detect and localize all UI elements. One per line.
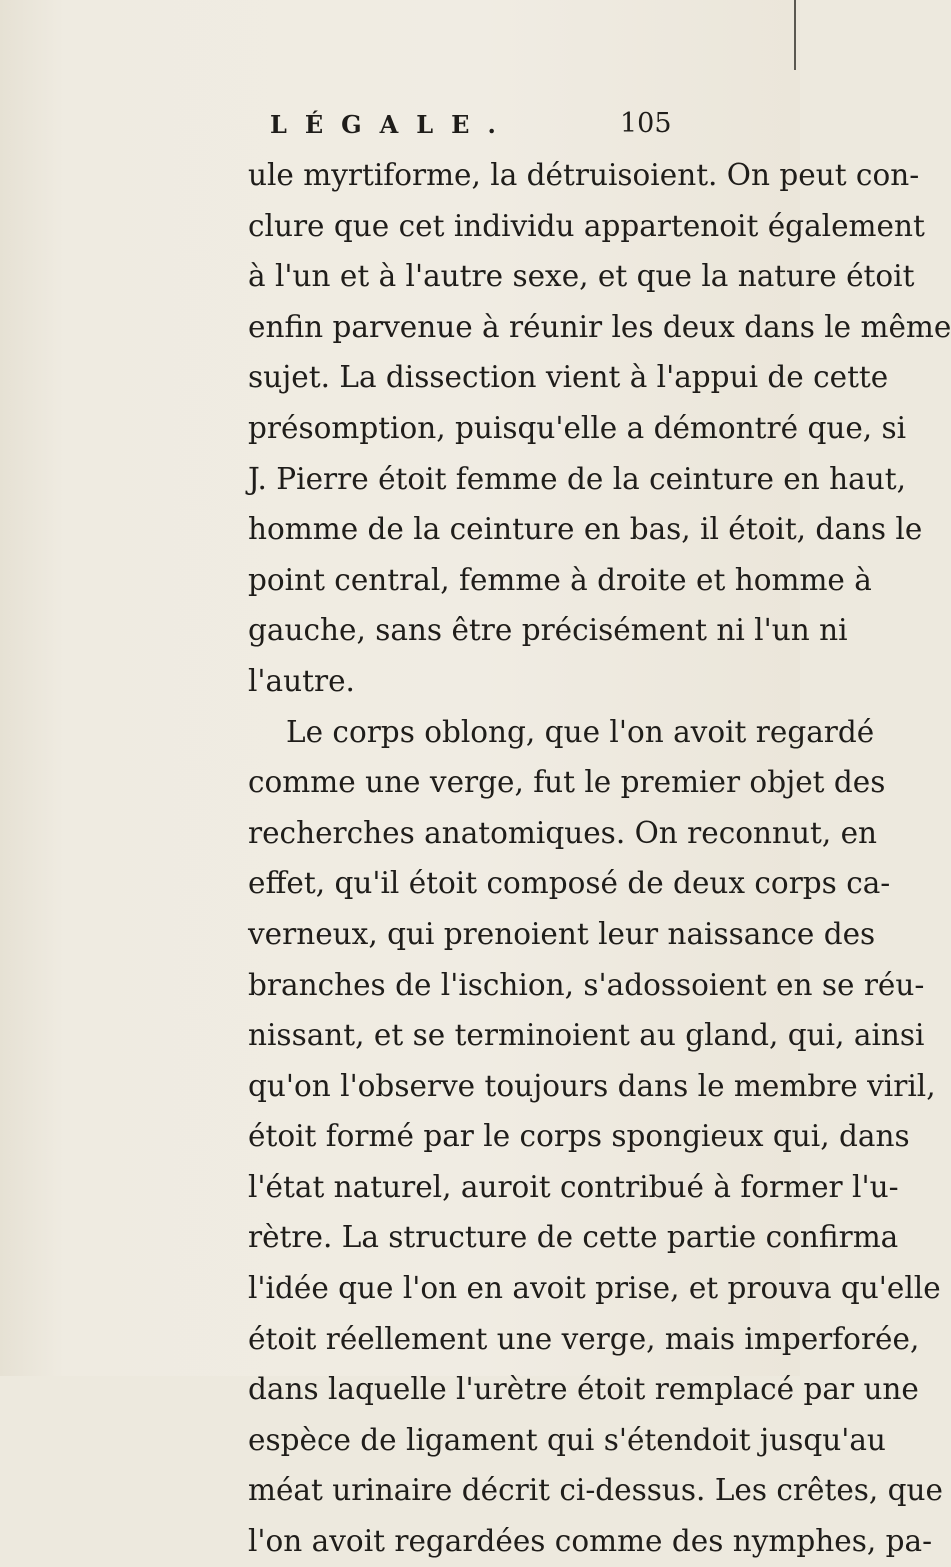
paragraph-end-line: l'autre. [248, 663, 355, 698]
text-line: effet, qu'il étoit composé de deux corps ca- [248, 866, 891, 901]
text-line: l'idée que l'on en avoit prise, et prouva qu'elle [248, 1271, 941, 1306]
text-line: comme une verge, fut le premier objet des [248, 765, 886, 800]
text-line: branches de l'ischion, s'adossoient en se réu- [248, 967, 925, 1002]
page-header [0, 110, 800, 150]
text-line: à l'un et à l'autre sexe, et que la nature étoit [248, 259, 915, 294]
body-text [248, 150, 951, 1567]
text-line: l'état naturel, auroit contribué à former l'u- [248, 1169, 899, 1204]
text-line: ule myrtiforme, la détruisoient. On peut con- [248, 158, 920, 192]
text-line: verneux, qui prenoient leur naissance des [248, 916, 876, 951]
text-line: homme de la ceinture en bas, il étoit, dans le [248, 512, 923, 547]
text-line: sujet. La dissection vient à l'appui de cette [248, 360, 889, 395]
text-line: espèce de ligament qui s'étendoit jusqu'au [248, 1422, 886, 1457]
text-line: méat urinaire décrit ci-dessus. Les crêtes, que [248, 1473, 944, 1508]
text-line: rètre. La structure de cette partie confirma [248, 1220, 899, 1255]
text-line: clure que cet individu appartenoit également [248, 208, 925, 243]
text-line: J. Pierre étoit femme de la ceinture en haut, [248, 461, 906, 496]
text-line: dans laquelle l'urètre étoit remplacé par une [248, 1372, 919, 1407]
text-line: étoit formé par le corps spongieux qui, dans [248, 1119, 910, 1154]
text-line: enfin parvenue à réunir les deux dans le même [248, 309, 951, 344]
text-line: gauche, sans être précisément ni l'un ni [248, 613, 848, 648]
text-line: l'on avoit regardées comme des nymphes, pa- [248, 1524, 933, 1559]
page-edge-line [794, 0, 796, 70]
text-line: qu'on l'observe toujours dans le membre viril, [248, 1068, 936, 1103]
text-line: étoit réellement une verge, mais imperforée, [248, 1321, 920, 1356]
text-line: nissant, et se terminoient au gland, qui, ainsi [248, 1018, 925, 1053]
running-head: LÉGALE. [270, 110, 514, 139]
text-line: présomption, puisqu'elle a démontré que, si [248, 410, 907, 445]
paragraph-start-line: Le corps oblong, que l'on avoit regardé [286, 714, 875, 749]
text-line: recherches anatomiques. On reconnut, en [248, 815, 878, 850]
text-line: point central, femme à droite et homme à [248, 562, 872, 597]
page-number: 105 [620, 108, 672, 139]
